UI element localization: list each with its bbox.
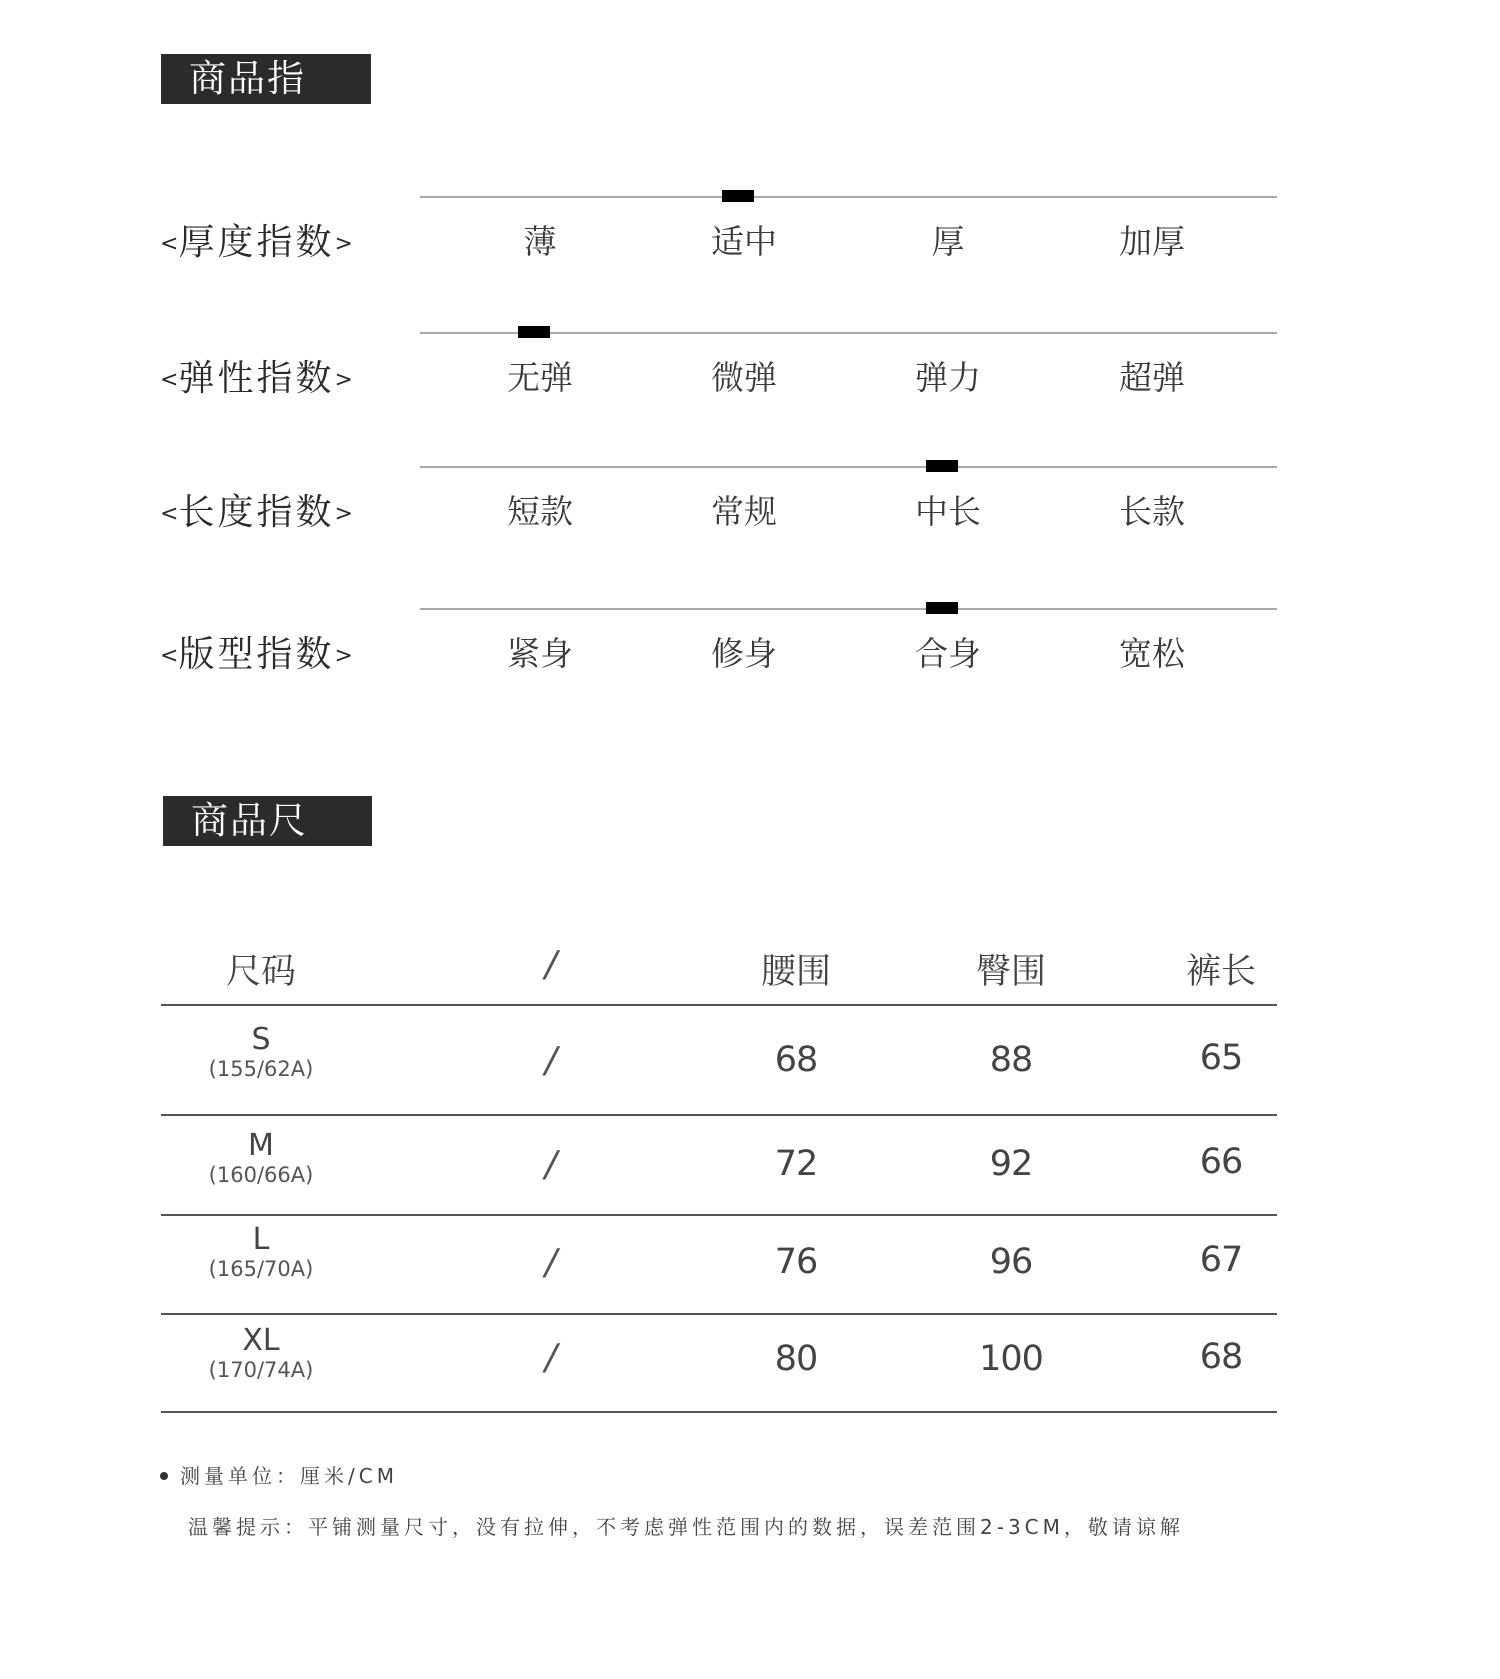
- table-row: [161, 1116, 1277, 1216]
- index-selected-marker: [926, 460, 958, 472]
- index-selected-marker: [722, 190, 754, 202]
- index-selected-marker: [926, 602, 958, 614]
- index-option: 薄: [523, 222, 557, 261]
- index-scale-line: [420, 466, 1277, 468]
- index-option: 修身: [711, 634, 777, 673]
- length-cell: 68: [1199, 1337, 1243, 1377]
- bracket-right: >: [334, 501, 353, 527]
- index-label: [160, 350, 353, 401]
- header-hip: 臀围: [975, 952, 1046, 992]
- bracket-left: <: [160, 643, 179, 669]
- index-label: [160, 214, 353, 265]
- tip-note: 温馨提示：平铺测量尺寸，没有拉伸，不考虑弹性范围内的数据，误差范围2-3CM，敬请谅解: [188, 1515, 1184, 1539]
- size-code: L: [252, 1222, 270, 1257]
- size-spec: (155/62A): [208, 1057, 314, 1081]
- index-row: [0, 608, 1500, 738]
- length-cell: 65: [1199, 1038, 1243, 1078]
- index-label-text: 版型指数: [178, 634, 335, 675]
- index-row: [0, 466, 1500, 596]
- table-row: [161, 1006, 1277, 1116]
- section-title-size: 商品尺寸: [163, 796, 372, 846]
- index-selected-marker: [518, 326, 550, 338]
- size-code: S: [251, 1022, 271, 1057]
- index-label: [160, 626, 353, 677]
- slash-cell: /: [544, 1337, 558, 1378]
- waist-cell: 76: [774, 1242, 818, 1282]
- unit-note-text: 测量单位：厘米/CM: [180, 1464, 398, 1488]
- section-title-index: 商品指数: [161, 54, 371, 104]
- length-cell: 67: [1199, 1240, 1243, 1280]
- unit-note: [160, 1460, 1184, 1489]
- hip-cell: 88: [989, 1040, 1033, 1080]
- waist-cell: 72: [774, 1144, 818, 1184]
- size-code: M: [248, 1128, 274, 1163]
- size-spec: (165/70A): [208, 1257, 314, 1281]
- size-spec: (170/74A): [208, 1358, 314, 1382]
- size-cell: [161, 1224, 361, 1282]
- bracket-left: <: [160, 501, 179, 527]
- slash-cell: /: [544, 1040, 558, 1081]
- index-label-text: 长度指数: [178, 492, 335, 533]
- bullet-icon: [160, 1472, 168, 1480]
- hip-cell: 96: [989, 1242, 1033, 1282]
- bracket-right: >: [334, 643, 353, 669]
- header-waist: 腰围: [760, 952, 831, 992]
- index-option: 适中: [711, 222, 777, 261]
- bracket-right: >: [334, 367, 353, 393]
- index-option: 厚: [931, 222, 965, 261]
- index-row: [0, 196, 1500, 326]
- index-option: 加厚: [1119, 222, 1185, 261]
- waist-cell: 80: [774, 1339, 818, 1379]
- measurement-notes: [160, 1460, 1184, 1540]
- slash-cell: /: [544, 1242, 558, 1283]
- index-row: [0, 332, 1500, 462]
- size-spec: (160/66A): [208, 1163, 314, 1187]
- index-option: 弹力: [915, 358, 981, 397]
- hip-cell: 92: [989, 1144, 1033, 1184]
- slash-cell: /: [544, 1144, 558, 1185]
- table-row: [161, 1216, 1277, 1315]
- index-option: 无弹: [507, 358, 573, 397]
- hip-cell: 100: [979, 1339, 1043, 1379]
- index-option: 微弹: [711, 358, 777, 397]
- index-option: 合身: [915, 634, 981, 673]
- index-option: 宽松: [1119, 634, 1185, 673]
- index-scale-line: [420, 608, 1277, 610]
- waist-cell: 68: [774, 1040, 818, 1080]
- size-cell: [161, 1024, 361, 1082]
- index-label: [160, 484, 353, 535]
- index-scale-line: [420, 196, 1277, 198]
- length-cell: 66: [1199, 1142, 1243, 1182]
- index-option: 紧身: [507, 634, 573, 673]
- bracket-left: <: [160, 231, 179, 257]
- bracket-right: >: [334, 231, 353, 257]
- header-size: 尺码: [225, 952, 296, 992]
- index-label-text: 弹性指数: [178, 358, 335, 399]
- table-row: [161, 1315, 1277, 1413]
- bracket-left: <: [160, 367, 179, 393]
- index-option: 常规: [711, 492, 777, 531]
- size-cell: [161, 1130, 361, 1188]
- index-option: 中长: [915, 492, 981, 531]
- size-table-header: [161, 930, 1277, 1006]
- size-code: XL: [242, 1323, 280, 1358]
- size-cell: [161, 1325, 361, 1383]
- header-slash: /: [544, 944, 558, 985]
- index-option: 超弹: [1119, 358, 1185, 397]
- index-label-text: 厚度指数: [178, 222, 335, 263]
- header-length: 裤长: [1185, 952, 1256, 992]
- index-option: 短款: [507, 492, 573, 531]
- index-option: 长款: [1119, 492, 1185, 531]
